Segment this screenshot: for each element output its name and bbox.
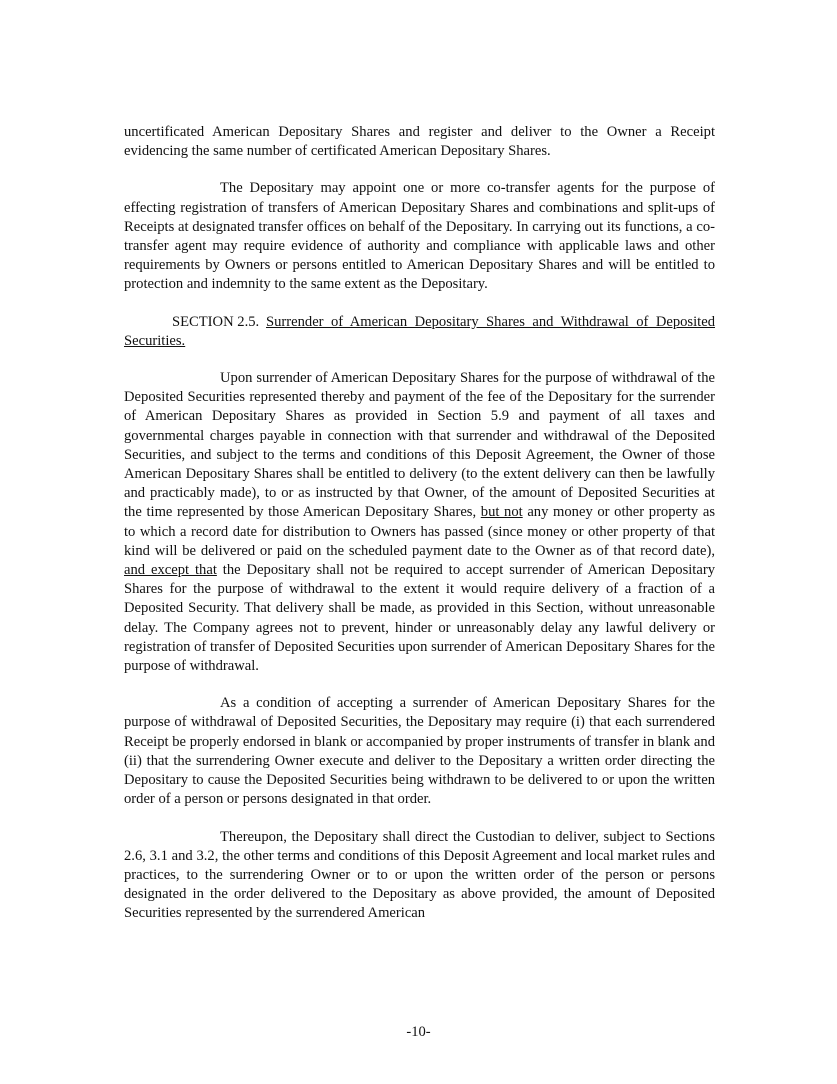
paragraph-surrender: [124, 369, 715, 676]
section-number: SECTION 2.5.: [172, 313, 260, 330]
page-number: -10-: [406, 1024, 431, 1040]
paragraph-thereupon: Thereupon, the Depositary shall direct the Custodian to deliver, subject to Sections 2.6, 3.1 and 3.2, the other terms and conditions of this Deposit Agreement and local market rules and practices, to the surrendering Owner or to or upon the written order of the person or persons designated in the order delivered to the Depositary as above provided, the amount of Deposited Securities represented by the surrendered American: [124, 828, 715, 922]
paragraph-surrender-part2: any money or other property as to which a record date for distribution to Owners has passed (since money or other property of that kind will be delivered or paid on the scheduled payment date to the Owner as of that record date),: [124, 504, 715, 559]
paragraph-co-transfer-agents: The Depositary may appoint one or more co-transfer agents for the purpose of effecting registration of transfers of American Depositary Shares and combinations and split-ups of Receipts at designated transfer offices on behalf of the Depositary. In carrying out its functions, a co-transfer agent may require evidence of authority and compliance with applicable laws and other requirements by Owners or persons entitled to American Depositary Shares and will be entitled to protection and indemnity to the same extent as the Depositary.: [124, 180, 715, 293]
paragraph-condition: As a condition of accepting a surrender of American Depositary Shares for the purpose of withdrawal of Deposited Securities, the Depositary may require (i) that each surrendered Receipt be properly endorsed in blank or accompanied by proper instruments of transfer in blank and (ii) that the surrendering Owner execute and deliver to the Depositary a written order directing the Depositary to cause the Deposited Securities being withdrawn to be delivered to or upon the written order of a person or persons designated in that order.: [124, 695, 715, 808]
paragraph-continued: uncertificated American Depositary Shares and register and deliver to the Owner a Receipt evidencing the same number of certificated American Depositary Shares.: [124, 124, 715, 160]
emphasis-and-except-that: and except that: [124, 562, 217, 579]
section-title: Surrender of American Depositary Shares and Withdrawal of Deposited Securities.: [124, 313, 715, 349]
document-body: [124, 123, 715, 942]
emphasis-but-not: but not: [480, 504, 523, 521]
paragraph-surrender-part1: Upon surrender of American Depositary Shares for the purpose of withdrawal of the Deposited Securities represented thereby and payment of the fee of the Depositary for the surrender of American Depositary Shares as provided in Section 5.9 and payment of all taxes and governmental charges payable in connection with that surrender and withdrawal of the Deposited Securities, and subject to the terms and conditions of this Deposit Agreement, the Owner of those American Depositary Shares shall be entitled to delivery (to the extent delivery can then be lawfully and practicably made), to or as instructed by that Owner, of the amount of Deposited Securities at the time represented by those American Depositary Shares,: [124, 370, 715, 521]
section-heading: [124, 313, 715, 351]
paragraph-surrender-part3: the Depositary shall not be required to accept surrender of American Depositary Shares for the purpose of withdrawal to the extent it would require delivery of a fraction of a Deposited Security. That delivery shall be made, as provided in this Section, without unreasonable delay. The Company agrees not to prevent, hinder or unreasonably delay any lawful delivery or registration of transfer of Deposited Securities upon surrender of American Depositary Shares for the purpose of withdrawal.: [124, 562, 715, 675]
